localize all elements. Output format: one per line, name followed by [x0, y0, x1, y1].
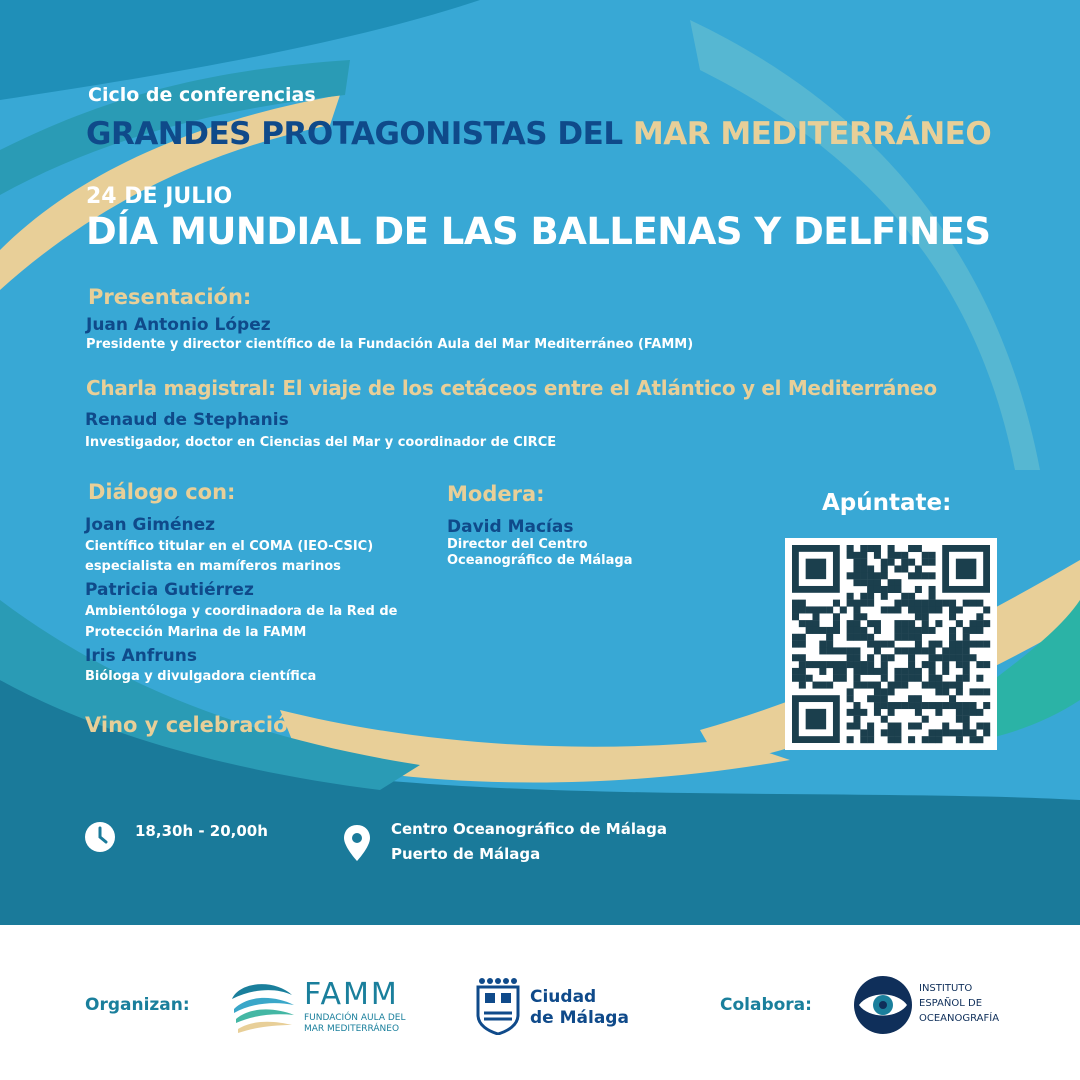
speaker-role: Ambientóloga y coordinadora de la Red de: [85, 604, 398, 619]
organizers-label: Organizan:: [85, 995, 190, 1015]
signup-qr-code[interactable]: [785, 538, 997, 750]
series-title-part1: GRANDES PROTAGONISTAS DEL: [86, 116, 623, 152]
closing-text: Vino y celebración: [85, 713, 303, 737]
clock-icon: [84, 821, 116, 853]
famm-logo: [230, 975, 420, 1039]
moderator-heading: Modera:: [447, 482, 545, 506]
city-logo-line1: Ciudad: [530, 987, 597, 1007]
dialogue-heading: Diálogo con:: [88, 480, 236, 504]
footer-sponsors: [0, 925, 1080, 1080]
talk-speaker-role: Investigador, doctor en Ciencias del Mar y coordinador de CIRCE: [85, 435, 557, 450]
series-title: [86, 116, 991, 152]
talk-heading: Charla magistral: El viaje de los cetáceos entre el Atlántico y el Mediterráneo: [86, 376, 937, 400]
series-label: Ciclo de conferencias: [88, 84, 316, 106]
speaker-name: Iris Anfruns: [85, 646, 197, 666]
event-time: 18,30h - 20,00h: [135, 822, 268, 840]
event-title: DÍA MUNDIAL DE LAS BALLENAS Y DELFINES: [86, 210, 991, 253]
signup-label: Apúntate:: [822, 490, 952, 516]
speaker-role: Bióloga y divulgadora científica: [85, 669, 317, 684]
venue-name: Centro Oceanográfico de Málaga: [391, 820, 667, 838]
famm-wave-icon: [230, 975, 300, 1039]
speaker-role: Científico titular en el COMA (IEO-CSIC): [85, 539, 374, 554]
location-pin-icon: [343, 824, 371, 862]
venue-location: Puerto de Málaga: [391, 845, 541, 863]
city-logo-line2: de Málaga: [530, 1008, 629, 1028]
famm-logo-text: FAMM: [304, 977, 399, 1012]
city-shield-icon: [476, 977, 520, 1035]
ieo-logo-line2: ESPAÑOL DE: [919, 998, 983, 1009]
ieo-eye-icon: [853, 975, 913, 1035]
ieo-logo-line1: INSTITUTO: [919, 983, 973, 994]
series-title-part2: MAR MEDITERRÁNEO: [632, 116, 992, 152]
speaker-role: Protección Marina de la FAMM: [85, 625, 307, 640]
presentation-speaker-role: Presidente y director científico de la Fundación Aula del Mar Mediterráneo (FAMM): [86, 337, 694, 352]
qr-code-graphic: [785, 538, 997, 750]
event-date: 24 DE JULIO: [86, 184, 233, 209]
collaborator-label: Colabora:: [720, 995, 812, 1015]
city-logo: [476, 977, 629, 1037]
moderator-role: Director del Centro: [447, 537, 588, 552]
moderator-name: David Macías: [447, 517, 574, 537]
famm-logo-subtitle: FUNDACIÓN AULA DEL: [304, 1013, 406, 1023]
moderator-role: Oceanográfico de Málaga: [447, 553, 633, 568]
speaker-role: especialista en mamíferos marinos: [85, 559, 341, 574]
presentation-speaker-name: Juan Antonio López: [86, 315, 271, 335]
famm-logo-subtitle: MAR MEDITERRÁNEO: [304, 1024, 400, 1034]
speaker-name: Patricia Gutiérrez: [85, 580, 254, 600]
ieo-logo-line3: OCEANOGRAFÍA: [919, 1013, 1000, 1024]
presentation-heading: Presentación:: [88, 285, 252, 309]
ieo-logo: [853, 975, 1023, 1037]
speaker-name: Joan Giménez: [85, 515, 216, 535]
talk-speaker-name: Renaud de Stephanis: [85, 410, 289, 430]
